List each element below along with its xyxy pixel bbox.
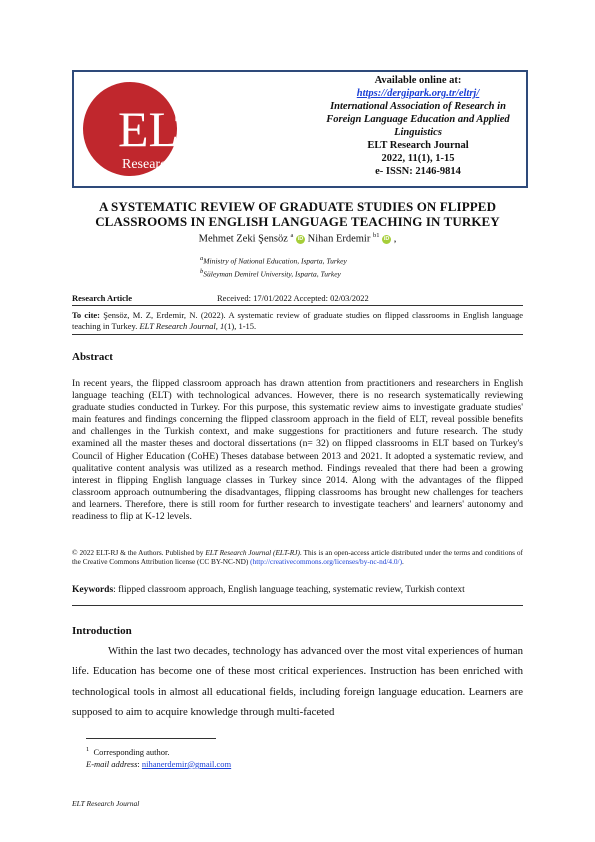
keywords-line: [72, 585, 523, 595]
authors-line: [60, 232, 535, 245]
introduction-text: Within the last two decades, technology has advanced over the most vital experiences of human life. Education has become one of these most critical experiences. Instruction has been enriched with technological tools in almost all educational fields, including foreign language education. Learners are supposed to aim to acquire knowledge through multi-faceted: [72, 645, 523, 719]
journal-url-link[interactable]: https://dergipark.org.tr/eltrj/: [356, 88, 480, 99]
citation-rest: (1), 1-15.: [224, 321, 257, 331]
citation-label: To cite:: [72, 310, 101, 320]
email-link[interactable]: nihanerdemir@gmail.com: [141, 758, 232, 769]
journal-name: ELT Research Journal: [367, 140, 469, 151]
keywords-label: Keywords: [72, 585, 114, 595]
affiliation-b: [200, 268, 450, 279]
divider: [72, 605, 523, 606]
citation-text: Şensöz, M. Z, Erdemir, N. (2022). A systematic review of graduate studies on flipped classrooms in English language teaching in Turkey.: [72, 310, 523, 331]
affiliation-b-text: Süleyman Demirel University, Isparta, Turkey: [203, 269, 341, 279]
abstract-text: In recent years, the flipped classroom approach has drawn attention from practitioners and researchers in English language teaching (ELT) with technological advances. However, there is no research systematically reviewing graduate studies conducted in Turkey. For this purpose, this systematic review aims to investigate graduate studies' main features and findings concerning the flipped classroom approach in the field of ELT, reveal possible benefits and challenges in the Turkish context, and make suggestions for practitioners and future research. The study examined all the master theses and doctoral dissertations (n= 32) on flipped classrooms in ELT based on Turkey's Council of Higher Education (CoHE) Theses database between 2013 and 2021. It adopted a systematic review, and qualitative content analysis was utilized as a research method. Findings revealed that there had been a growing interest in flipping English language classes in Turkey since 2014. Along with the advantages of the flipped classroom approach outnumbering the disadvantages, flipping classrooms has brought new challenges for teachers and learners. Therefore, there is still room for further research to investigate teachers' and learners' autonomy and readiness to flip at K-12 levels.: [72, 378, 523, 523]
journal-info: [318, 74, 518, 178]
association-name: International Association of Research in Foreign Language Education and Applied Linguistics: [326, 101, 510, 138]
logo-small-text: Research Journal: [122, 157, 219, 172]
abstract-heading: Abstract: [72, 351, 113, 363]
footnote: [86, 744, 231, 770]
divider: [72, 305, 523, 306]
orcid-icon[interactable]: iD: [383, 235, 390, 242]
article-type: Research Article: [72, 293, 133, 303]
corresponding-author-note: Corresponding author.: [93, 746, 170, 757]
author-1-sup: a: [290, 232, 294, 239]
license-text: . This is an open-access article distributed under the terms and conditions of the Creative Commons Attribution license (CC BY-NC-ND): [72, 548, 523, 567]
paper-title: A SYSTEMATIC REVIEW OF GRADUATE STUDIES ON FLIPPED CLASSROOMS IN ENGLISH LANGUAGE TEACHING IN TURKEY: [95, 199, 500, 229]
affiliation-a-text: Ministry of National Education, Isparta, Turkey: [203, 256, 347, 266]
elt-logo-graphic: [82, 76, 232, 182]
footnote-divider: [86, 738, 216, 739]
citation-journal: ELT Research Journal, 1: [139, 321, 225, 331]
affiliation-a-sup: a: [200, 255, 204, 262]
author-2-sup: b1: [372, 232, 380, 239]
affiliation-b-sup: b: [200, 268, 204, 275]
license-journal: ELT Research Journal (ELT-RJ): [205, 548, 300, 557]
issn: e- ISSN: 2146-9814: [375, 166, 461, 177]
logo-big-text: ELT: [118, 101, 206, 157]
introduction-heading: Introduction: [72, 625, 132, 637]
article-dates: Received: 17/01/2022 Accepted: 02/03/2022: [217, 293, 369, 303]
license-prefix: © 2022 ELT-RJ & the Authors. Published by: [72, 548, 206, 557]
author-1-name: Mehmet Zeki Şensöz: [198, 233, 288, 245]
license-notice: [72, 548, 523, 567]
email-label: E-mail address: [86, 758, 138, 769]
author-2-name: Nihan Erdemir: [307, 233, 371, 245]
article-info-row: [72, 293, 523, 303]
email-separator: :: [137, 758, 142, 769]
authors-trailing: ,: [393, 233, 397, 245]
license-url-link[interactable]: (http://creativecommons.org/licenses/by-nc-nd/4.0/): [250, 557, 403, 567]
volume-info: 2022, 11(1), 1-15: [381, 153, 455, 164]
footer-journal-name: ELT Research Journal: [72, 799, 140, 808]
license-end: .: [402, 557, 404, 567]
keywords-text: : flipped classroom approach, English language teaching, systematic review, Turkish context: [113, 585, 465, 595]
available-online-label: Available online at:: [374, 75, 462, 86]
journal-logo: [82, 76, 232, 182]
orcid-icon[interactable]: iD: [297, 235, 304, 242]
footnote-sup: 1: [86, 746, 90, 753]
divider: [72, 334, 523, 335]
affiliation-a: [200, 255, 450, 266]
citation-block: [72, 310, 523, 332]
